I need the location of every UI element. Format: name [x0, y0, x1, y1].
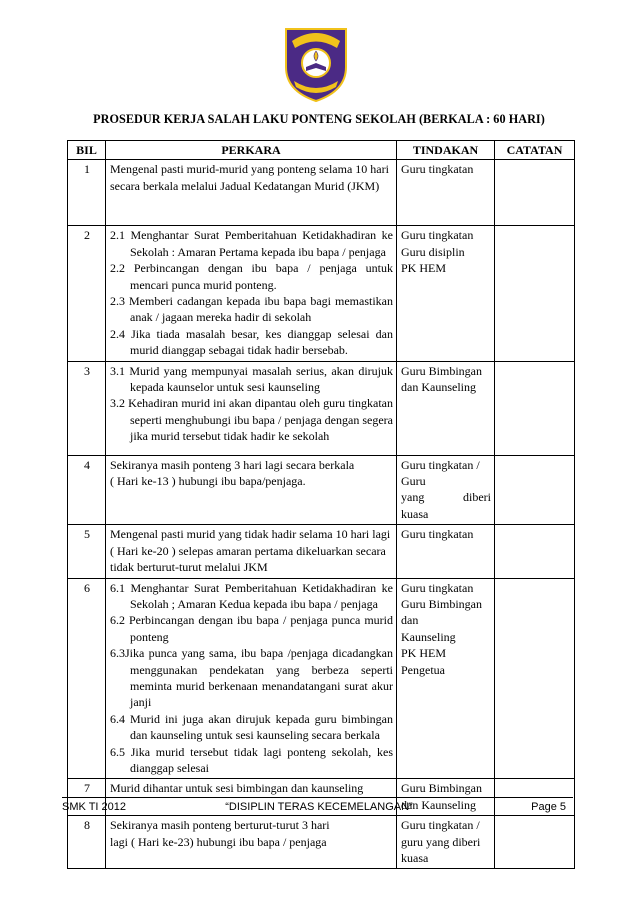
perkara-text: Mengenal pasti murid-murid yang ponteng selama 10 hari secara berkala melalui Jadual Kedatangan Murid (JKM)	[110, 162, 389, 193]
row-tindakan	[397, 226, 495, 361]
row-tindakan	[397, 525, 495, 578]
tindakan-line: kuasa	[401, 506, 429, 521]
row-catatan	[495, 455, 575, 525]
table-header-row	[68, 141, 575, 160]
footer-motto: “DISIPLIN TERAS KECEMELANGAN”	[225, 801, 413, 813]
row-perkara	[106, 160, 397, 226]
row-perkara	[106, 578, 397, 779]
tindakan-line: PK HEM	[401, 646, 447, 661]
perkara-item: 6.1 Menghantar Surat Pemberitahuan Ketidakhadiran ke Sekolah ; Amaran Kedua kepada ibu bapa / penjaga	[110, 580, 393, 611]
header-perkara: PERKARA	[106, 141, 397, 160]
row-number: 3	[68, 361, 106, 455]
footer-school-code: SMK TI 2012	[62, 801, 126, 813]
tindakan-line: Guru Bimbingan	[401, 781, 482, 796]
school-crest-logo	[282, 23, 350, 103]
tindakan-line: PK HEM	[401, 261, 447, 276]
table-row	[68, 816, 575, 869]
tindakan-line: Guru tingkatan /	[401, 818, 480, 833]
perkara-item: 2.1 Menghantar Surat Pemberitahuan Ketidakhadiran ke Sekolah : Amaran Pertama kepada ibu bapa / penjaga	[110, 228, 393, 259]
row-number: 7	[68, 779, 106, 816]
perkara-line: Sekiranya masih ponteng berturut-turut 3 hari	[110, 818, 330, 833]
row-number: 4	[68, 455, 106, 525]
table-row	[68, 455, 575, 525]
perkara-item: 6.5 Jika murid tersebut tidak lagi ponteng sekolah, kes dianggap selesai	[110, 744, 393, 775]
table-row	[68, 578, 575, 779]
tindakan-line: Guru tingkatan	[401, 527, 474, 542]
header-tindakan: TINDAKAN	[397, 141, 495, 160]
row-number: 2	[68, 226, 106, 361]
row-number: 8	[68, 816, 106, 869]
row-number: 5	[68, 525, 106, 578]
perkara-item: 2.3 Memberi cadangan kepada ibu bapa bagi memastikan anak / jagaan mereka hadir di sekolah	[110, 294, 393, 325]
perkara-item: 3.1 Murid yang mempunyai masalah serius, akan dirujuk kepada kaunselor untuk sesi kaunseling	[110, 363, 393, 395]
perkara-item: 6.4 Murid ini juga akan dirujuk kepada guru bimbingan dan kaunseling untuk sesi kaunseling secara berkala	[110, 711, 393, 743]
table-row	[68, 160, 575, 226]
tindakan-line: yang diberi	[401, 490, 491, 505]
procedure-table	[67, 140, 575, 869]
row-catatan	[495, 578, 575, 779]
document-title: PROSEDUR KERJA SALAH LAKU PONTENG SEKOLAH (BERKALA : 60 HARI)	[93, 112, 545, 126]
row-tindakan	[397, 816, 495, 869]
tindakan-line: Guru tingkatan	[401, 228, 474, 243]
tindakan-line: Guru Bimbingan	[401, 363, 482, 378]
row-catatan	[495, 226, 575, 361]
row-tindakan	[397, 361, 495, 455]
row-catatan	[495, 525, 575, 578]
tindakan-line: dan	[401, 613, 419, 628]
table-row	[68, 361, 575, 455]
tindakan-line: Guru disiplin	[401, 244, 465, 259]
row-perkara	[106, 816, 397, 869]
row-perkara	[106, 361, 397, 455]
perkara-item: 3.2 Kehadiran murid ini akan dipantau oleh guru tingkatan seperti menghubungi ibu bapa / penjaga dengan segera jika murid tersebut tidak hadir ke sekolah	[110, 396, 393, 444]
row-tindakan	[397, 578, 495, 779]
row-tindakan	[397, 160, 495, 226]
row-number: 1	[68, 160, 106, 226]
perkara-line: Sekiranya masih ponteng 3 hari lagi secara berkala	[110, 457, 355, 472]
perkara-item: 2.4 Jika tiada masalah besar, kes dianggap selesai dan murid dianggap sebagai tidak hadir bersebab.	[110, 326, 393, 358]
header-bil: BIL	[68, 141, 106, 160]
table-row	[68, 226, 575, 361]
header-catatan: CATATAN	[495, 141, 575, 160]
perkara-item: 2.2 Perbincangan dengan ibu bapa / penjaga untuk mencari punca murid ponteng.	[110, 261, 393, 292]
row-perkara	[106, 226, 397, 361]
row-tindakan	[397, 455, 495, 525]
tindakan-line: Guru tingkatan	[401, 580, 474, 595]
tindakan-line: Pengetua	[401, 662, 445, 677]
perkara-item: 6.3Jika punca yang sama, ibu bapa /penjaga dicadangkan menggunakan pendekatan yang berbeza seperti meminta murid berkenaan menandatangani surat akur janji	[110, 646, 393, 710]
row-catatan	[495, 361, 575, 455]
tindakan-line: Guru tingkatan /	[401, 457, 480, 472]
footer-page-number: Page 5	[531, 801, 566, 813]
tindakan-line: Kaunseling	[401, 629, 456, 644]
row-perkara	[106, 455, 397, 525]
row-catatan	[495, 160, 575, 226]
perkara-line: lagi ( Hari ke-23) hubungi ibu bapa / penjaga	[110, 834, 327, 849]
perkara-item: 6.2 Perbincangan dengan ibu bapa / penjaga punca murid ponteng	[110, 613, 393, 644]
perkara-line: ( Hari ke-13 ) hubungi ibu bapa/penjaga.	[110, 474, 306, 489]
tindakan-line: guru yang diberi	[401, 834, 481, 849]
tindakan-line: Guru Bimbingan	[401, 596, 482, 611]
tindakan-line: dan Kaunseling	[401, 380, 476, 395]
tindakan-line: dan Kaunseling	[401, 797, 476, 812]
row-catatan	[495, 816, 575, 869]
footer-divider	[62, 797, 573, 798]
perkara-text: Mengenal pasti murid yang tidak hadir selama 10 hari lagi ( Hari ke-20 ) selepas amaran pertama dikeluarkan secara tidak berturut-turut melalui JKM	[110, 527, 391, 575]
tindakan-line: Guru tingkatan	[401, 162, 474, 177]
row-perkara	[106, 525, 397, 578]
tindakan-line: kuasa	[401, 851, 429, 865]
tindakan-line: Guru	[401, 474, 426, 489]
row-number: 6	[68, 578, 106, 779]
table-row	[68, 525, 575, 578]
perkara-text: Murid dihantar untuk sesi bimbingan dan kaunseling	[110, 781, 364, 796]
